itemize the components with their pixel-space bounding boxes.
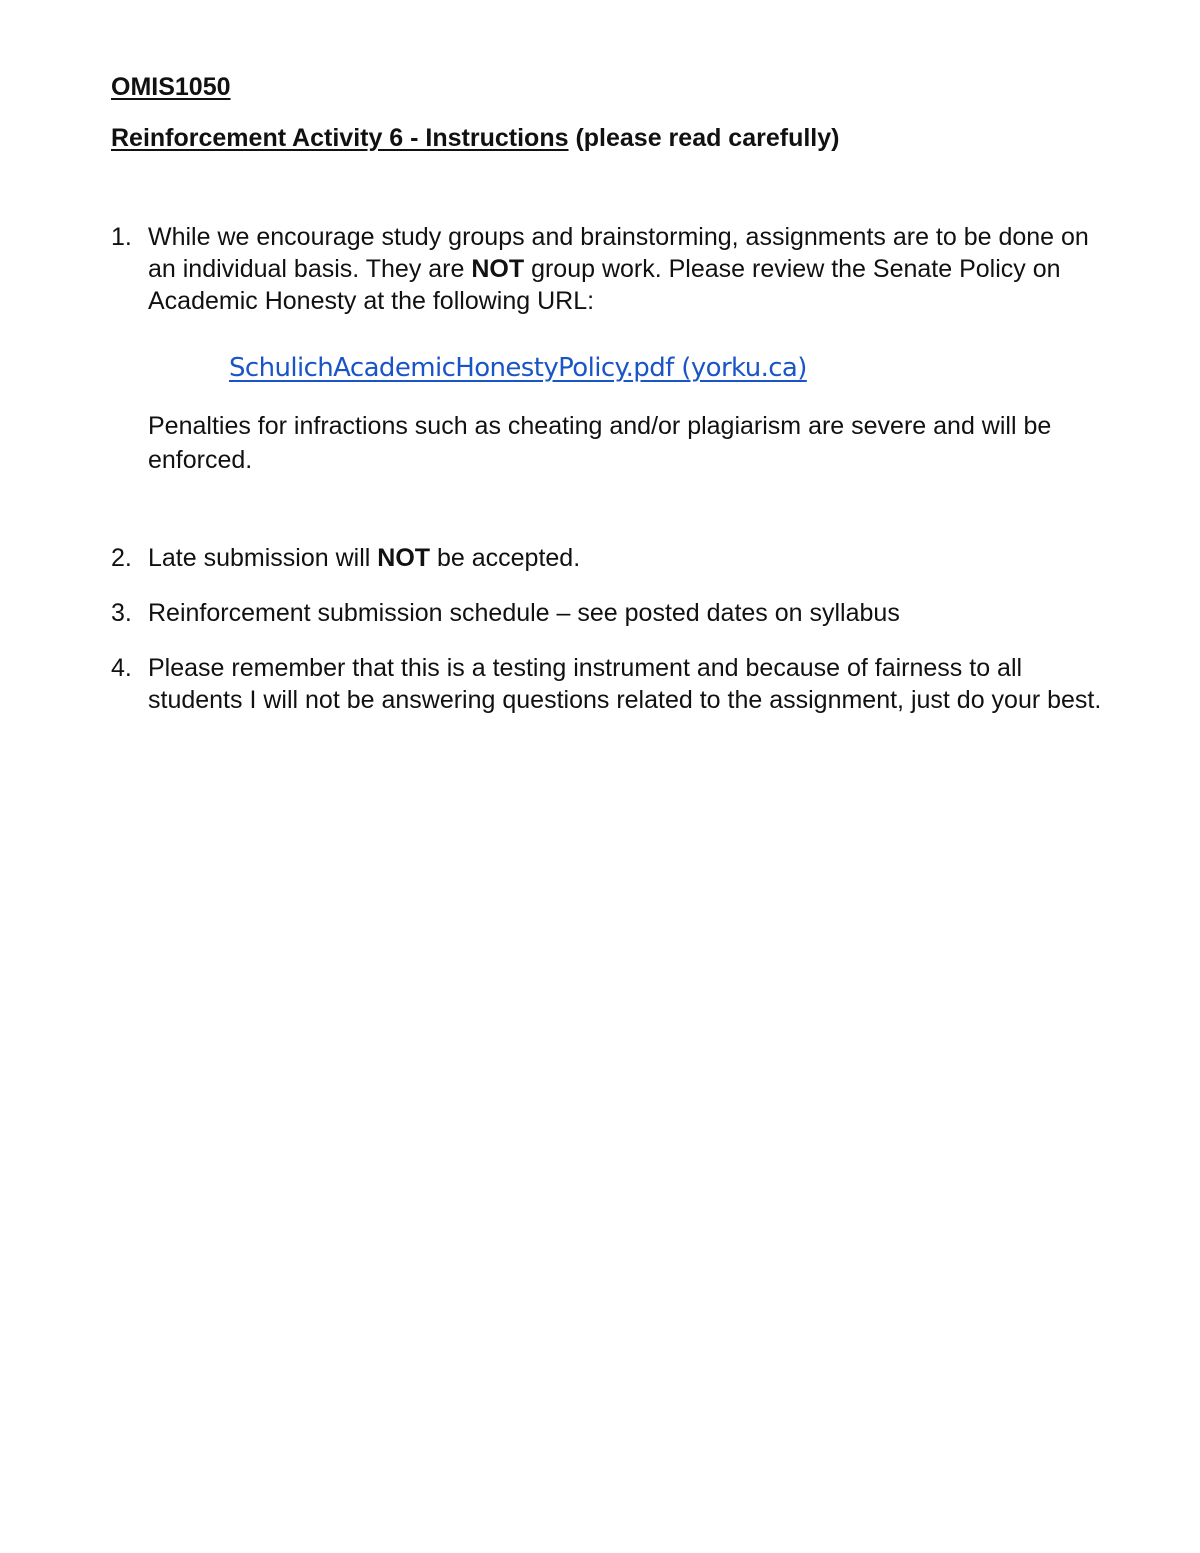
list-number-2: 2. bbox=[111, 544, 132, 572]
page-title bbox=[111, 123, 839, 153]
list-item-2-emphasis: NOT bbox=[377, 544, 431, 572]
course-code: OMIS1050 bbox=[111, 73, 231, 101]
list-item-3-text: Reinforcement submission schedule – see posted dates on syllabus bbox=[148, 599, 900, 627]
list-item-1-text-before: While we encourage study groups and brainstorming, assignments are to be done on an individual basis. They are bbox=[148, 223, 1089, 283]
list-item-1-text-after: group work. Please review the Senate Policy on Academic Honesty at the following URL: bbox=[148, 255, 1061, 315]
academic-honesty-policy-link[interactable]: SchulichAcademicHonestyPolicy.pdf (yorku.ca) bbox=[229, 353, 807, 383]
list-item-2-text bbox=[148, 542, 1108, 574]
list-item-2-text-before: Late submission will bbox=[148, 544, 378, 572]
list-item-2-text-after: be accepted. bbox=[430, 544, 581, 572]
title-main: Reinforcement Activity 6 - Instructions bbox=[111, 124, 569, 152]
list-number-3: 3. bbox=[111, 599, 132, 627]
list-item-1-emphasis: NOT bbox=[471, 255, 525, 283]
list-item-1-text bbox=[148, 221, 1108, 317]
title-note: (please read carefully) bbox=[575, 124, 840, 152]
list-item-4-text: Please remember that this is a testing instrument and because of fairness to all students I will not be answering questions related to the assignment, just do your best. bbox=[148, 654, 1102, 714]
penalties-note: Penalties for infractions such as cheating and/or plagiarism are severe and will be enforced. bbox=[148, 412, 1052, 474]
list-number-1: 1. bbox=[111, 223, 132, 251]
list-number-4: 4. bbox=[111, 654, 132, 682]
